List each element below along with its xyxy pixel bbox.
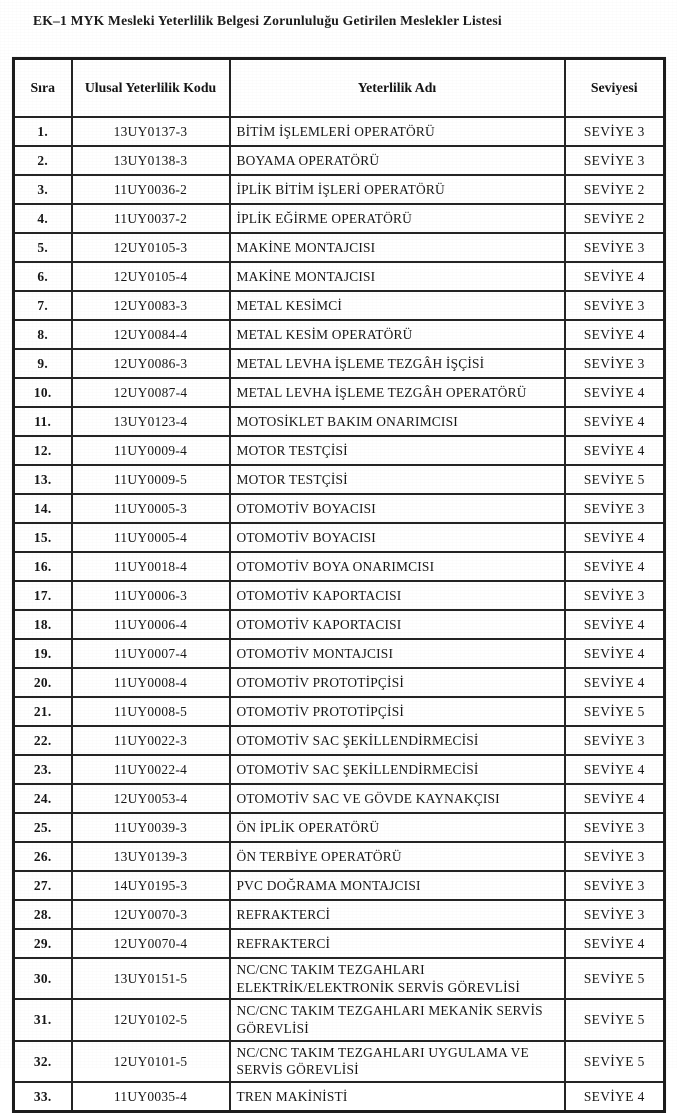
cell-ad: BİTİM İŞLEMLERİ OPERATÖRÜ <box>230 117 565 146</box>
cell-kod: 11UY0022-4 <box>72 755 230 784</box>
header-row <box>14 59 665 118</box>
cell-ad: BOYAMA OPERATÖRÜ <box>230 146 565 175</box>
cell-kod: 12UY0053-4 <box>72 784 230 813</box>
cell-seviye: SEVİYE 4 <box>565 320 665 349</box>
cell-ad: PVC DOĞRAMA MONTAJCISI <box>230 871 565 900</box>
table-row <box>14 552 665 581</box>
table-row <box>14 291 665 320</box>
cell-ad: MOTOSİKLET BAKIM ONARIMCISI <box>230 407 565 436</box>
table-row <box>14 929 665 958</box>
qualifications-table <box>12 57 666 1113</box>
qualifications-table-container <box>12 57 663 1113</box>
cell-sira: 28. <box>14 900 72 929</box>
table-row <box>14 958 665 999</box>
cell-kod: 13UY0123-4 <box>72 407 230 436</box>
cell-kod: 13UY0151-5 <box>72 958 230 999</box>
cell-ad: OTOMOTİV KAPORTACISI <box>230 610 565 639</box>
cell-seviye: SEVİYE 4 <box>565 378 665 407</box>
cell-seviye: SEVİYE 4 <box>565 668 665 697</box>
cell-sira: 26. <box>14 842 72 871</box>
cell-ad: TREN MAKİNİSTİ <box>230 1082 565 1112</box>
cell-ad: OTOMOTİV SAC ŞEKİLLENDİRMECİSİ <box>230 755 565 784</box>
cell-kod: 12UY0070-3 <box>72 900 230 929</box>
column-header-sira: Sıra <box>14 59 72 118</box>
cell-ad: MAKİNE MONTAJCISI <box>230 233 565 262</box>
cell-kod: 11UY0009-4 <box>72 436 230 465</box>
cell-sira: 14. <box>14 494 72 523</box>
column-header-ad: Yeterlilik Adı <box>230 59 565 118</box>
cell-kod: 11UY0037-2 <box>72 204 230 233</box>
cell-kod: 11UY0018-4 <box>72 552 230 581</box>
cell-seviye: SEVİYE 4 <box>565 639 665 668</box>
cell-sira: 5. <box>14 233 72 262</box>
cell-ad: OTOMOTİV SAC VE GÖVDE KAYNAKÇISI <box>230 784 565 813</box>
cell-ad: OTOMOTİV BOYACISI <box>230 494 565 523</box>
table-row <box>14 349 665 378</box>
table-row <box>14 320 665 349</box>
cell-seviye: SEVİYE 4 <box>565 436 665 465</box>
table-row <box>14 813 665 842</box>
cell-sira: 22. <box>14 726 72 755</box>
cell-seviye: SEVİYE 5 <box>565 697 665 726</box>
cell-sira: 9. <box>14 349 72 378</box>
cell-kod: 12UY0070-4 <box>72 929 230 958</box>
cell-sira: 13. <box>14 465 72 494</box>
cell-ad: REFRAKTERCİ <box>230 900 565 929</box>
cell-ad: MAKİNE MONTAJCISI <box>230 262 565 291</box>
cell-ad: OTOMOTİV KAPORTACISI <box>230 581 565 610</box>
cell-seviye: SEVİYE 3 <box>565 117 665 146</box>
cell-sira: 2. <box>14 146 72 175</box>
table-header <box>14 59 665 118</box>
cell-kod: 11UY0005-4 <box>72 523 230 552</box>
cell-seviye: SEVİYE 4 <box>565 523 665 552</box>
cell-ad: MOTOR TESTÇİSİ <box>230 465 565 494</box>
cell-seviye: SEVİYE 3 <box>565 871 665 900</box>
cell-ad: OTOMOTİV PROTOTİPÇİSİ <box>230 668 565 697</box>
cell-sira: 27. <box>14 871 72 900</box>
cell-sira: 6. <box>14 262 72 291</box>
cell-kod: 11UY0039-3 <box>72 813 230 842</box>
cell-ad: OTOMOTİV MONTAJCISI <box>230 639 565 668</box>
table-row <box>14 175 665 204</box>
table-row <box>14 999 665 1040</box>
table-row <box>14 494 665 523</box>
cell-sira: 19. <box>14 639 72 668</box>
cell-seviye: SEVİYE 3 <box>565 494 665 523</box>
cell-sira: 10. <box>14 378 72 407</box>
cell-ad: ÖN İPLİK OPERATÖRÜ <box>230 813 565 842</box>
table-row <box>14 1082 665 1112</box>
table-body <box>14 117 665 1112</box>
cell-ad: NC/CNC TAKIM TEZGAHLARI ELEKTRİK/ELEKTRONİK SERVİS GÖREVLİSİ <box>230 958 565 999</box>
cell-kod: 12UY0084-4 <box>72 320 230 349</box>
cell-kod: 12UY0086-3 <box>72 349 230 378</box>
table-row <box>14 697 665 726</box>
cell-ad: OTOMOTİV SAC ŞEKİLLENDİRMECİSİ <box>230 726 565 755</box>
table-row <box>14 465 665 494</box>
table-row <box>14 639 665 668</box>
cell-kod: 11UY0006-3 <box>72 581 230 610</box>
cell-ad: METAL KESİM OPERATÖRÜ <box>230 320 565 349</box>
cell-seviye: SEVİYE 5 <box>565 999 665 1040</box>
table-row <box>14 233 665 262</box>
cell-sira: 32. <box>14 1041 72 1082</box>
cell-ad: NC/CNC TAKIM TEZGAHLARI MEKANİK SERVİS GÖREVLİSİ <box>230 999 565 1040</box>
cell-kod: 13UY0137-3 <box>72 117 230 146</box>
cell-kod: 11UY0036-2 <box>72 175 230 204</box>
table-row <box>14 204 665 233</box>
cell-sira: 23. <box>14 755 72 784</box>
cell-seviye: SEVİYE 4 <box>565 262 665 291</box>
cell-seviye: SEVİYE 4 <box>565 929 665 958</box>
table-row <box>14 871 665 900</box>
cell-ad: METAL LEVHA İŞLEME TEZGÂH İŞÇİSİ <box>230 349 565 378</box>
cell-ad: OTOMOTİV BOYA ONARIMCISI <box>230 552 565 581</box>
cell-seviye: SEVİYE 3 <box>565 813 665 842</box>
cell-seviye: SEVİYE 4 <box>565 407 665 436</box>
table-row <box>14 726 665 755</box>
cell-sira: 3. <box>14 175 72 204</box>
cell-kod: 11UY0009-5 <box>72 465 230 494</box>
cell-sira: 33. <box>14 1082 72 1112</box>
cell-seviye: SEVİYE 3 <box>565 581 665 610</box>
cell-sira: 8. <box>14 320 72 349</box>
cell-ad: NC/CNC TAKIM TEZGAHLARI UYGULAMA VE SERVİS GÖREVLİSİ <box>230 1041 565 1082</box>
cell-seviye: SEVİYE 4 <box>565 552 665 581</box>
cell-sira: 21. <box>14 697 72 726</box>
cell-ad: ÖN TERBİYE OPERATÖRÜ <box>230 842 565 871</box>
cell-sira: 17. <box>14 581 72 610</box>
cell-kod: 11UY0008-4 <box>72 668 230 697</box>
cell-seviye: SEVİYE 3 <box>565 900 665 929</box>
cell-ad: OTOMOTİV BOYACISI <box>230 523 565 552</box>
table-row <box>14 523 665 552</box>
table-row <box>14 146 665 175</box>
cell-sira: 15. <box>14 523 72 552</box>
table-row <box>14 900 665 929</box>
cell-sira: 1. <box>14 117 72 146</box>
cell-kod: 13UY0138-3 <box>72 146 230 175</box>
cell-ad: METAL KESİMCİ <box>230 291 565 320</box>
table-row <box>14 842 665 871</box>
cell-kod: 14UY0195-3 <box>72 871 230 900</box>
cell-kod: 11UY0007-4 <box>72 639 230 668</box>
cell-kod: 11UY0035-4 <box>72 1082 230 1112</box>
cell-seviye: SEVİYE 3 <box>565 349 665 378</box>
cell-seviye: SEVİYE 3 <box>565 726 665 755</box>
cell-kod: 11UY0005-3 <box>72 494 230 523</box>
cell-kod: 12UY0105-3 <box>72 233 230 262</box>
cell-sira: 7. <box>14 291 72 320</box>
table-row <box>14 117 665 146</box>
cell-seviye: SEVİYE 3 <box>565 291 665 320</box>
cell-kod: 12UY0087-4 <box>72 378 230 407</box>
cell-seviye: SEVİYE 5 <box>565 1041 665 1082</box>
cell-sira: 25. <box>14 813 72 842</box>
cell-seviye: SEVİYE 3 <box>565 146 665 175</box>
cell-sira: 11. <box>14 407 72 436</box>
table-row <box>14 436 665 465</box>
table-row <box>14 610 665 639</box>
cell-seviye: SEVİYE 4 <box>565 784 665 813</box>
cell-ad: İPLİK EĞİRME OPERATÖRÜ <box>230 204 565 233</box>
cell-ad: OTOMOTİV PROTOTİPÇİSİ <box>230 697 565 726</box>
cell-seviye: SEVİYE 3 <box>565 842 665 871</box>
cell-ad: MOTOR TESTÇİSİ <box>230 436 565 465</box>
table-row <box>14 784 665 813</box>
cell-sira: 30. <box>14 958 72 999</box>
cell-sira: 4. <box>14 204 72 233</box>
table-row <box>14 262 665 291</box>
cell-sira: 20. <box>14 668 72 697</box>
table-row <box>14 581 665 610</box>
column-header-kod: Ulusal Yeterlilik Kodu <box>72 59 230 118</box>
cell-ad: İPLİK BİTİM İŞLERİ OPERATÖRÜ <box>230 175 565 204</box>
cell-sira: 18. <box>14 610 72 639</box>
cell-kod: 12UY0105-4 <box>72 262 230 291</box>
cell-sira: 24. <box>14 784 72 813</box>
cell-seviye: SEVİYE 4 <box>565 1082 665 1112</box>
cell-seviye: SEVİYE 4 <box>565 610 665 639</box>
column-header-seviye: Seviyesi <box>565 59 665 118</box>
cell-kod: 12UY0083-3 <box>72 291 230 320</box>
cell-seviye: SEVİYE 5 <box>565 465 665 494</box>
cell-kod: 12UY0101-5 <box>72 1041 230 1082</box>
cell-ad: REFRAKTERCİ <box>230 929 565 958</box>
cell-kod: 11UY0022-3 <box>72 726 230 755</box>
cell-kod: 11UY0008-5 <box>72 697 230 726</box>
cell-seviye: SEVİYE 2 <box>565 204 665 233</box>
cell-sira: 12. <box>14 436 72 465</box>
cell-kod: 11UY0006-4 <box>72 610 230 639</box>
table-row <box>14 1041 665 1082</box>
cell-sira: 16. <box>14 552 72 581</box>
document-title: EK–1 MYK Mesleki Yeterlilik Belgesi Zorunluluğu Getirilen Meslekler Listesi <box>33 13 502 28</box>
cell-kod: 12UY0102-5 <box>72 999 230 1040</box>
table-row <box>14 378 665 407</box>
cell-seviye: SEVİYE 3 <box>565 233 665 262</box>
table-row <box>14 407 665 436</box>
cell-sira: 29. <box>14 929 72 958</box>
cell-ad: METAL LEVHA İŞLEME TEZGÂH OPERATÖRÜ <box>230 378 565 407</box>
cell-seviye: SEVİYE 5 <box>565 958 665 999</box>
table-row <box>14 668 665 697</box>
table-row <box>14 755 665 784</box>
cell-sira: 31. <box>14 999 72 1040</box>
cell-seviye: SEVİYE 4 <box>565 755 665 784</box>
cell-seviye: SEVİYE 2 <box>565 175 665 204</box>
cell-kod: 13UY0139-3 <box>72 842 230 871</box>
